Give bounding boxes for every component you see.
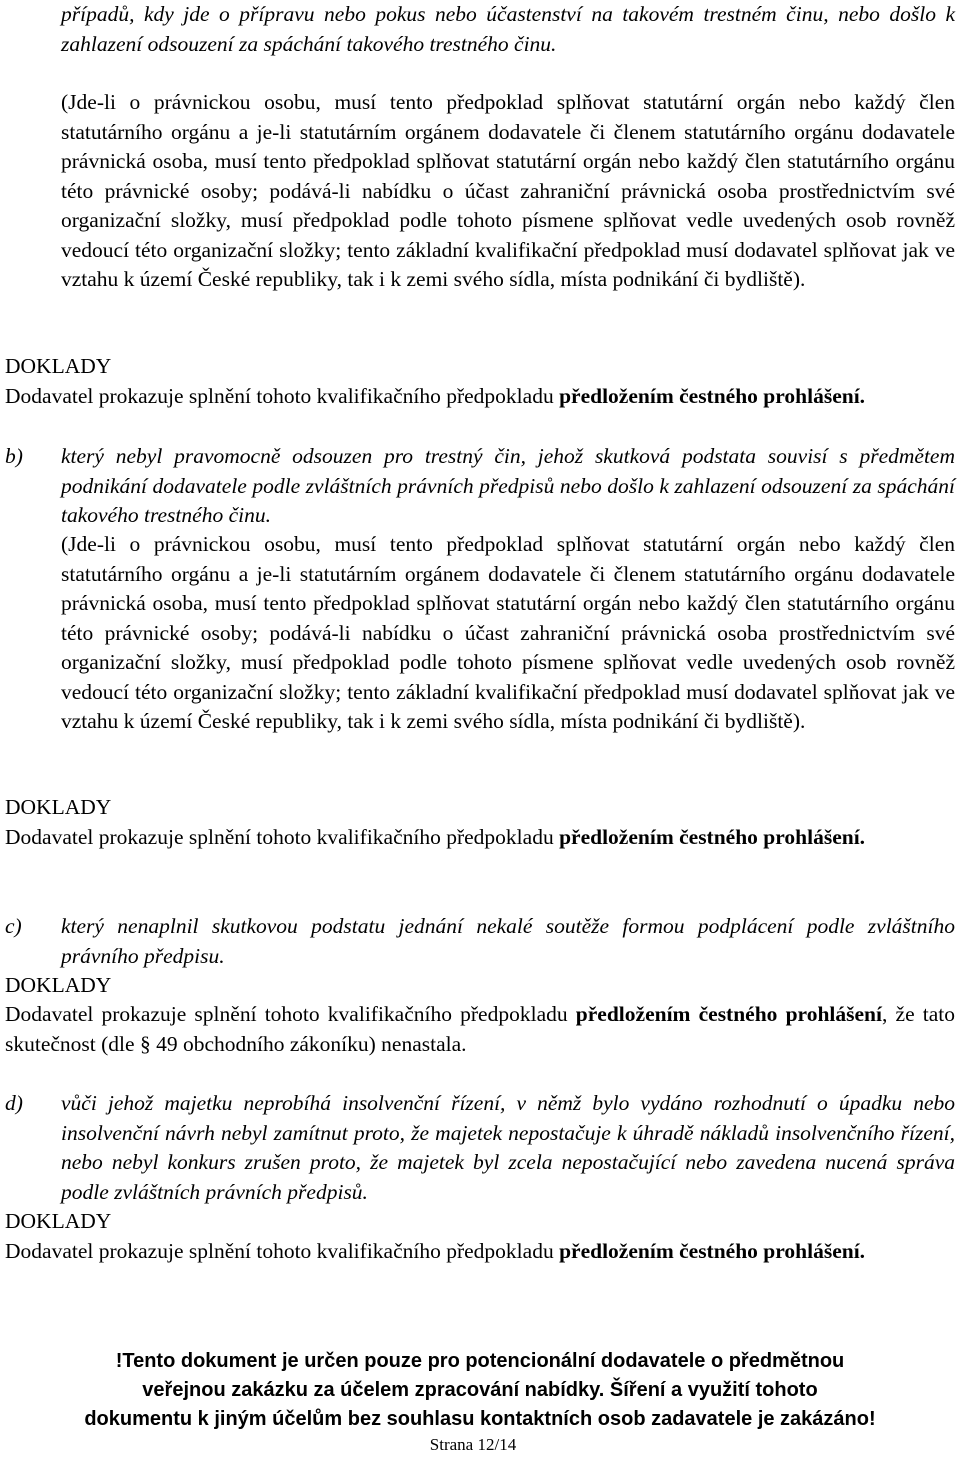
doklady-heading-2: DOKLADY <box>5 795 112 819</box>
footer-warning-line-1: !Tento dokument je určen pouze pro potencionální dodavatele o předmětnou <box>115 1350 845 1372</box>
proof-text: Dodavatel prokazuje splnění tohoto kvalifikačního předpokladu <box>5 384 554 408</box>
proof-tail: , že tato skutečnost (dle § 49 obchodního zákoníku) nenastala. <box>5 1002 956 1056</box>
criterion-b-text: který nebyl pravomocně odsouzen pro trestný čin, jehož skutková podstata souvisí s předmětem podnikání dodavatele podle zvláštních právních předpisů nebo došlo k zahlazení odsouzení za spáchání takového trestného činu. <box>61 444 955 527</box>
doklady-heading-4: DOKLADY <box>5 1209 112 1233</box>
criterion-d-text: vůči jehož majetku neprobíhá insolvenční řízení, v němž bylo vydáno rozhodnutí o úpadku nebo insolvenční návrh nebyl zamítnut proto, že majetek nepostačuje k úhradě nákladů insolvenčního řízení, nebo nebyl konkurs zrušen proto, že majetek byl zcela nepostačující nebo zavedena nucená správa podle zvláštních právních předpisů. <box>61 1091 955 1204</box>
criterion-b-note: (Jde-li o právnickou osobu, musí tento předpoklad splňovat statutární orgán nebo každý člen statutárního orgánu a je-li statutárním orgánem dodavatele či členem statutárního orgánu dodavatele právnická osoba, musí tento předpoklad splňovat statutární orgán nebo každý člen statutárního orgánu této právnické osoby; podává-li nabídku o účast zahraniční právnická osoba prostřednictvím své organizační složky, musí předpoklad podle tohoto písmene splňovat vedle uvedených osob rovněž vedoucí této organizační složky; tento základní kvalifikační předpoklad musí dodavatel splňovat jak ve vztahu k území České republiky, tak i k zemi svého sídla, místa podnikání či bydliště). <box>61 532 955 733</box>
criterion-c-marker: c) <box>5 914 22 938</box>
proof-bold: předložením čestného prohlášení. <box>559 1239 866 1263</box>
proof-paragraph-4 <box>5 1237 955 1267</box>
proof-text: Dodavatel prokazuje splnění tohoto kvalifikačního předpokladu <box>5 1002 568 1026</box>
criterion-d-marker: d) <box>5 1091 23 1115</box>
proof-paragraph-3 <box>5 1000 955 1059</box>
proof-text: Dodavatel prokazuje splnění tohoto kvalifikačního předpokladu <box>5 825 554 849</box>
proof-bold: předložením čestného prohlášení <box>575 1002 882 1026</box>
footer-warning-line-2: veřejnou zakázku za účelem zpracování nabídky. Šíření a využití tohoto <box>142 1379 818 1401</box>
doklady-heading-3: DOKLADY <box>5 973 112 997</box>
proof-paragraph-1 <box>5 382 955 412</box>
footer-warning-line-3: dokumentu k jiným účelům bez souhlasu kontaktních osob zadavatele je zakázáno! <box>84 1408 876 1430</box>
proof-bold: předložením čestného prohlášení. <box>559 825 866 849</box>
criterion-c-text: který nenaplnil skutkovou podstatu jednání nekalé soutěže formou podplácení podle zvláštního právního předpisu. <box>61 914 955 968</box>
criterion-a-note: (Jde-li o právnickou osobu, musí tento předpoklad splňovat statutární orgán nebo každý člen statutárního orgánu a je-li statutárním orgánem dodavatele či členem statutárního orgánu dodavatele právnická osoba, musí tento předpoklad splňovat statutární orgán nebo každý člen statutárního orgánu této právnické osoby; podává-li nabídku o účast zahraniční právnická osoba prostřednictvím své organizační složky, musí předpoklad podle tohoto písmene splňovat vedle uvedených osob rovněž vedoucí této organizační složky; tento základní kvalifikační předpoklad musí dodavatel splňovat jak ve vztahu k území České republiky, tak i k zemi svého sídla, místa podnikání či bydliště). <box>61 90 955 291</box>
proof-bold: předložením čestného prohlášení. <box>559 384 866 408</box>
doklady-heading-1: DOKLADY <box>5 354 112 378</box>
page-number: Strana 12/14 <box>429 1435 517 1454</box>
criterion-b-marker: b) <box>5 444 23 468</box>
criterion-a-continuation: případů, kdy jde o přípravu nebo pokus nebo účastenství na takovém trestném činu, nebo došlo k zahlazení odsouzení za spáchání takového trestného činu. <box>61 2 955 56</box>
proof-paragraph-2 <box>5 823 955 853</box>
proof-text: Dodavatel prokazuje splnění tohoto kvalifikačního předpokladu <box>5 1239 554 1263</box>
